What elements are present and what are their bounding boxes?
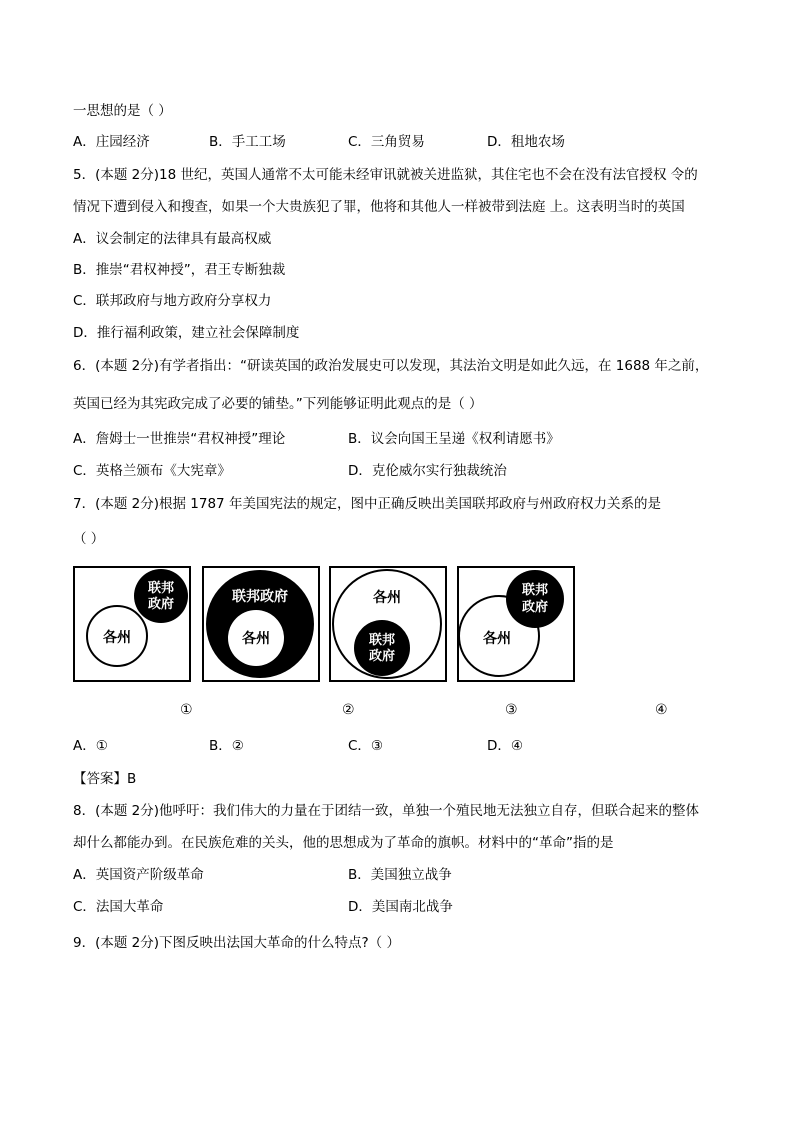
states-label: 各州 <box>373 590 401 606</box>
q4-option-d[interactable]: D．租地农场 <box>487 134 565 150</box>
q4-option-b[interactable]: B．手工工场 <box>209 134 286 150</box>
q4-option-a[interactable]: A．庄园经济 <box>73 134 150 150</box>
q7-option-d[interactable]: D．④ <box>487 738 523 754</box>
diagram-2 <box>202 566 320 682</box>
federal-label-bottom: 政府 <box>368 649 396 664</box>
federal-label-bottom: 政府 <box>147 597 175 612</box>
q4-option-c[interactable]: C．三角贸易 <box>348 134 425 150</box>
diagram-label-2: ② <box>342 702 355 718</box>
federal-label-top: 联邦 <box>147 581 175 596</box>
q5-option-b[interactable]: B．推崇“君权神授”，君王专断独裁 <box>73 262 286 278</box>
federal-label-top: 联邦 <box>368 633 396 648</box>
federal-circle <box>354 620 410 676</box>
federal-label-bottom: 政府 <box>521 600 549 615</box>
diagram-label-1: ① <box>180 702 193 718</box>
q5-option-c[interactable]: C．联邦政府与地方政府分享权力 <box>73 293 272 309</box>
q8-option-b[interactable]: B．美国独立战争 <box>348 867 452 883</box>
diagram-3 <box>329 566 447 682</box>
q7-answer: 【答案】B <box>73 771 137 787</box>
q6-stem-line2: 英国已经为其宪政完成了必要的铺垫。”下列能够证明此观点的是（ ） <box>73 396 483 412</box>
q8-option-c[interactable]: C．法国大革命 <box>73 899 164 915</box>
diagram-1 <box>73 566 191 682</box>
q7-option-b[interactable]: B．② <box>209 738 244 754</box>
diagram-label-4: ④ <box>655 702 668 718</box>
diagram-label-3: ③ <box>505 702 518 718</box>
q8-stem-line1: 8．(本题 2分)他呼吁：我们伟大的力量在于团结一致，单独一个殖民地无法独立自存，但联合起来的整体 <box>73 803 700 819</box>
q6-option-a[interactable]: A．詹姆士一世推崇“君权神授”理论 <box>73 431 286 447</box>
q9-stem: 9．(本题 2分)下图反映出法国大革命的什么特点?（ ） <box>73 935 400 951</box>
q5-option-a[interactable]: A．议会制定的法律具有最高权威 <box>73 231 272 247</box>
states-label: 各州 <box>103 630 131 646</box>
q5-option-d[interactable]: D．推行福利政策，建立社会保障制度 <box>73 325 300 341</box>
federal-circle <box>506 570 564 628</box>
q8-option-d[interactable]: D．美国南北战争 <box>348 899 453 915</box>
q5-stem-line2: 情况下遭到侵入和搜查，如果一个大贵族犯了罪，他将和其他人一样被带到法庭 上。这表明当时的英国 <box>73 199 685 215</box>
diagram-4 <box>457 566 575 682</box>
q7-option-a[interactable]: A．① <box>73 738 108 754</box>
federal-label-top: 联邦 <box>521 583 549 598</box>
q8-option-a[interactable]: A．英国资产阶级革命 <box>73 867 204 883</box>
q7-option-c[interactable]: C．③ <box>348 738 384 754</box>
q7-stem-line1: 7．(本题 2分)根据 1787 年美国宪法的规定，图中正确反映出美国联邦政府与州政府权力关系的是 <box>73 496 661 512</box>
federal-circle <box>134 569 188 623</box>
q7-stem-line2: （ ） <box>73 531 105 547</box>
states-label: 各州 <box>242 631 270 647</box>
q6-stem-line1: 6．(本题 2分)有学者指出：“研读英国的政治发展史可以发现，其法治文明是如此久远，在 1688 年之前， <box>73 358 709 374</box>
q6-option-c[interactable]: C．英格兰颁布《大宪章》 <box>73 463 231 479</box>
q8-stem-line2: 却什么都能办到。在民族危难的关头，他的思想成为了革命的旗帜。材料中的“革命”指的是 <box>73 835 614 851</box>
states-label: 各州 <box>483 631 511 647</box>
q6-option-b[interactable]: B．议会向国王呈递《权利请愿书》 <box>348 431 560 447</box>
q6-option-d[interactable]: D．克伦威尔实行独裁统治 <box>348 463 507 479</box>
q4-stem-tail: 一思想的是（ ） <box>73 103 172 119</box>
federal-label: 联邦政府 <box>232 589 288 605</box>
q5-stem-line1: 5．(本题 2分)18 世纪，英国人通常不太可能未经审讯就被关进监狱，其住宅也不会在没有法官授权 令的 <box>73 167 698 183</box>
